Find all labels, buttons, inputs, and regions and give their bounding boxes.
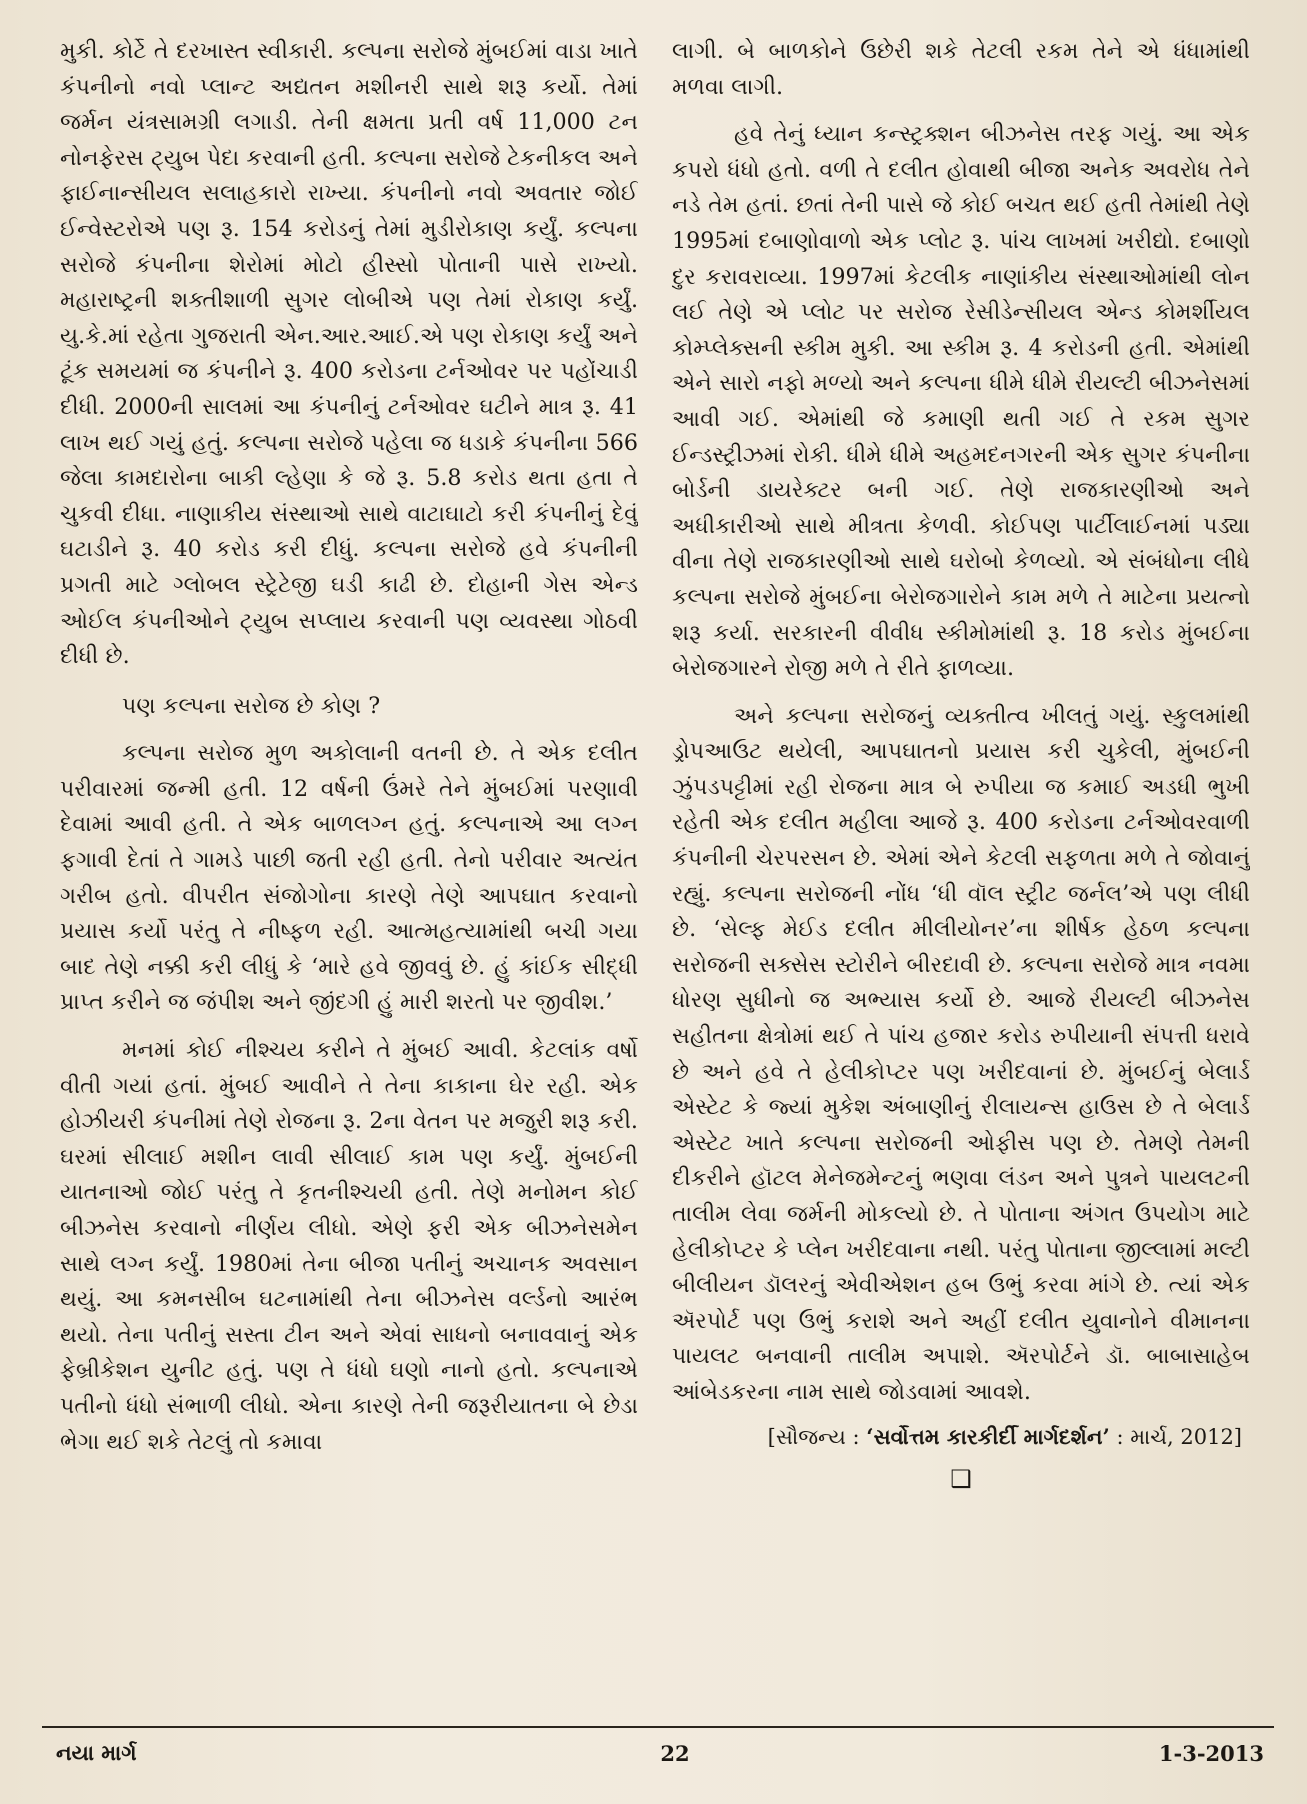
article-paragraph: લાગી. બે બાળકોને ઉછેરી શકે તેટલી રકમ તેને એ ધંધામાંથી મળવા લાગી. [672, 38, 1250, 100]
footer-rule [42, 1726, 1274, 1728]
section-question: પણ કલ્પના સરોજ છે કોણ ? [122, 692, 381, 719]
page-footer [42, 1740, 1274, 1766]
magazine-name: નયા માર્ગ [56, 1740, 137, 1765]
issue-date: 1-3-2013 [1158, 1740, 1264, 1766]
right-column [672, 34, 1250, 1689]
article-end-mark: ❑ [950, 1465, 972, 1494]
article-paragraph: અને કલ્પના સરોજનું વ્યક્તીત્વ ખીલતું ગયું. સ્કુલમાંથી ડ્રોપઆઉટ થયેલી, આપઘાતનો પ્રયાસ કરી ચુકેલી, મુંબઈની ઝુંપડપટ્ટીમાં રહી રોજના માત્ર બે રુપીયા જ કમાઈ અડધી ભુખી રહેતી એક દલીત મહીલા આજે રૂ. 400 કરોડના ટર્નઓવરવાળી કંપનીની ચેરપરસન છે. એમાં એને કેટલી સફળતા મળે તે જોવાનું રહ્યું. કલ્પના સરોજની નોંધ ‘ધી વૉલ સ્ટ્રીટ જર્નલ’એ પણ લીધી છે. ‘સેલ્ફ મેઈડ દલીત મીલીયોનર’ના શીર્ષક હેઠળ કલ્પના સરોજની સક્સેસ સ્ટોરીને બીરદાવી છે. કલ્પના સરોજે માત્ર નવમા ધોરણ સુધીનો જ અભ્યાસ કર્યો છે. આજે રીયલ્ટી બીઝનેસ સહીતના ક્ષેત્રોમાં થઈ તે પાંચ હજાર કરોડ રુપીયાની સંપત્તી ધરાવે છે અને હવે તે હેલીકોપ્ટર પણ ખરીદવાનાં છે. મુંબઈનું બેલાર્ડ એસ્ટેટ કે જ્યાં મુકેશ અંબાણીનું રીલાયન્સ હાઉસ છે તે બેલાર્ડ એસ્ટેટ ખાતે કલ્પના સરોજની ઓફીસ પણ છે. તેમણે તેમની દીકરીને હૉટલ મેનેજમેન્ટનું ભણવા લંડન અને પુત્રને પાયલટની તાલીમ લેવા જર્મની મોકલ્યો છે. તે પોતાના અંગત ઉપયોગ માટે હેલીકોપ્ટર કે પ્લેન ખરીદવાના નથી. પરંતુ પોતાના જીલ્લામાં મલ્ટી બીલીયન ડૉલરનું એવીએશન હબ ઉભું કરવા માંગે છે. ત્યાં એક ઍરપોર્ટ પણ ઉભું કરાશે અને અહીં દલીત યુવાનોને વીમાનના પાયલટ બનવાની તાલીમ અપાશે. ઍરપોર્ટને ડૉ. બાબાસાહેબ આંબેડકરના નામ સાથે જોડવામાં આવશે. [672, 702, 1250, 1405]
left-column [60, 34, 638, 1689]
page-number: 22 [660, 1740, 690, 1766]
article-columns [60, 34, 1250, 1689]
article-paragraph: હવે તેનું ધ્યાન કન્સ્ટ્રક્શન બીઝનેસ તરફ ગયું. આ એક કપરો ધંધો હતો. વળી તે દલીત હોવાથી બીજા અનેક અવરોધ તેને નડે તેમ હતાં. છતાં તેની પાસે જે કોઈ બચત થઈ હતી તેમાંથી તેણે 1995માં દબાણોવાળો એક પ્લોટ રૂ. પાંચ લાખમાં ખરીદ્યો. દબાણો દુર કરાવરાવ્યા. 1997માં કેટલીક નાણાંકીય સંસ્થાઓમાંથી લોન લઈ તેણે એ પ્લોટ પર સરોજ રેસીડેન્સીયલ એન્ડ કોમર્શીયલ કોમ્પ્લેક્સની સ્કીમ મુકી. આ સ્કીમ રૂ. 4 કરોડની હતી. એમાંથી એને સારો નફો મળ્યો અને કલ્પના ધીમે ધીમે રીયલ્ટી બીઝનેસમાં આવી ગઈ. એમાંથી જે કમાણી થતી ગઈ તે રકમ સુગર ઈન્ડસ્ટ્રીઝમાં રોકી. ધીમે ધીમે અહમદનગરની એક સુગર કંપનીના બોર્ડની ડાયરેક્ટર બની ગઈ. તેણે રાજકારણીઓ અને અધીકારીઓ સાથે મીત્રતા કેળવી. કોઈપણ પાર્ટીલાઈનમાં પડ્યા વીના તેણે રાજકારણીઓ સાથે ઘરોબો કેળવ્યો. એ સંબંધોના લીધે કલ્પના સરોજે મુંબઈના બેરોજગારોને કામ મળે તે માટેના પ્રયત્નો શરૂ કર્યા. સરકારની વીવીધ સ્કીમોમાંથી રૂ. 18 કરોડ મુંબઈના બેરોજગારને રોજી મળે તે રીતે ફાળવ્યા. [672, 121, 1250, 682]
article-paragraph: કલ્પના સરોજ મુળ અકોલાની વતની છે. તે એક દલીત પરીવારમાં જન્મી હતી. 12 વર્ષની ઉંમરે તેને મુંબઈમાં પરણાવી દેવામાં આવી હતી. તે એક બાળલગ્ન હતું. કલ્પનાએ આ લગ્ન ફગાવી દેતાં તે ગામડે પાછી જતી રહી હતી. તેનો પરીવાર અત્યંત ગરીબ હતો. વીપરીત સંજોગોના કારણે તેણે આપઘાત કરવાનો પ્રયાસ કર્યો પરંતુ તે નીષ્ફળ રહી. આત્મહત્યામાંથી બચી ગયા બાદ તેણે નક્કી કરી લીધું કે ‘મારે હવે જીવવું છે. હું કાંઈક સીદ્ધી પ્રાપ્ત કરીને જ જંપીશ અને જીંદગી હું મારી શરતો પર જીવીશ.’ [60, 740, 638, 1016]
article-paragraph: મનમાં કોઈ નીશ્ચય કરીને તે મુંબઈ આવી. કેટલાંક વર્ષો વીતી ગયાં હતાં. મુંબઈ આવીને તે તેના કાકાના ઘેર રહી. એક હોઝીયરી કંપનીમાં તેણે રોજના રૂ. 2ના વેતન પર મજુરી શરૂ કરી. ઘરમાં સીલાઈ મશીન લાવી સીલાઈ કામ પણ કર્યું. મુંબઈની યાતનાઓ જોઈ પરંતુ તે કૃતનીશ્ચયી હતી. તેણે મનોમન કોઈ બીઝનેસ કરવાનો નીર્ણય લીધો. એણે ફરી એક બીઝનેસમેન સાથે લગ્ન કર્યું. 1980માં તેના બીજા પતીનું અચાનક અવસાન થયું. આ કમનસીબ ઘટનામાંથી તેના બીઝનેસ વર્લ્ડનો આરંભ થયો. તેના પતીનું સસ્તા ટીન અને એવાં સાધનો બનાવવાનું એક ફેબ્રીકેશન યુનીટ હતું. પણ તે ધંધો ઘણો નાનો હતો. કલ્પનાએ પતીનો ધંધો સંભાળી લીધો. એના કારણે તેની જરૂરીયાતના બે છેડા ભેગા થઈ શકે તેટલું તો કમાવા [60, 1037, 638, 1455]
credit-source: ‘સર્વોત્તમ કારકીર્દી માર્ગદર્શન’ [866, 1423, 1110, 1449]
credit-prefix: [સૌજન્ય : [767, 1424, 867, 1449]
right-column-paragraphs [672, 34, 1250, 1411]
source-credit [672, 1419, 1250, 1456]
credit-suffix: : માર્ચ, 2012] [1109, 1424, 1242, 1449]
article-paragraph: મુકી. કોર્ટે તે દરખાસ્ત સ્વીકારી. કલ્પના સરોજે મુંબઈમાં વાડા ખાતે કંપનીનો નવો પ્લાન્ટ અદ્યતન મશીનરી સાથે શરૂ કર્યો. તેમાં જર્મન યંત્રસામગ્રી લગાડી. તેની ક્ષમતા પ્રતી વર્ષ 11,000 ટન નોનફેરસ ટ્યુબ પેદા કરવાની હતી. કલ્પના સરોજે ટેકનીકલ અને ફાઈનાન્સીયલ સલાહકારો રાખ્યા. કંપનીનો નવો અવતાર જોઈ ઈન્વેસ્ટરોએ પણ રૂ. 154 કરોડનું તેમાં મુડીરોકાણ કર્યું. કલ્પના સરોજે કંપનીના શેરોમાં મોટો હીસ્સો પોતાની પાસે રાખ્યો. મહારાષ્ટ્રની શક્તીશાળી સુગર લોબીએ પણ તેમાં રોકાણ કર્યું. યુ.કે.માં રહેતા ગુજરાતી એન.આર.આઈ.એ પણ રોકાણ કર્યું અને ટૂંક સમયમાં જ કંપનીને રૂ. 400 કરોડના ટર્નઓવર પર પહોંચાડી દીધી. 2000ની સાલમાં આ કંપનીનું ટર્નઓવર ઘટીને માત્ર રૂ. 41 લાખ થઈ ગયું હતું. કલ્પના સરોજે પહેલા જ ધડાકે કંપનીના 566 જેલા કામદારોના બાકી લ્હેણા કે જે રૂ. 5.8 કરોડ થતા હતા તે ચુકવી દીધા. નાણાકીય સંસ્થાઓ સાથે વાટાઘાટો કરી કંપનીનું દેવું ઘટાડીને રૂ. 40 કરોડ કરી દીધું. કલ્પના સરોજે હવે કંપનીની પ્રગતી માટે ગ્લોબલ સ્ટ્રેટેજી ઘડી કાઢી છે. દોહાની ગેસ એન્ડ ઓઈલ કંપનીઓને ટ્યુબ સપ્લાય કરવાની પણ વ્યવસ્થા ગોઠવી દીધી છે. [60, 38, 638, 670]
